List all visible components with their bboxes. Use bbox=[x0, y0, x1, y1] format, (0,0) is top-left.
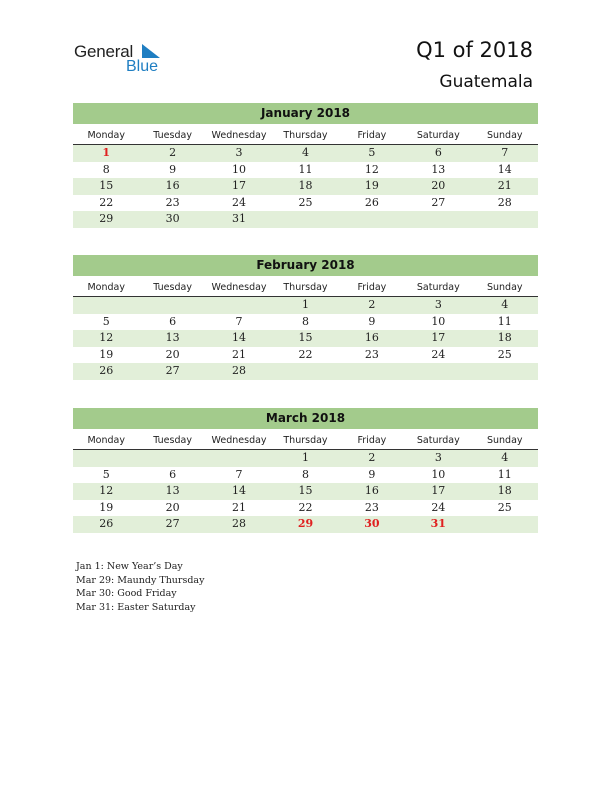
day-cell: 16 bbox=[165, 179, 180, 192]
day-cell: 8 bbox=[301, 314, 309, 328]
day-cell: 21 bbox=[232, 500, 247, 514]
logo-blue-text: Blue bbox=[126, 58, 159, 75]
day-cell: 3 bbox=[434, 298, 442, 311]
page-title: Q1 of 2018 bbox=[416, 38, 533, 62]
empty-day-cell bbox=[472, 211, 538, 228]
day-cell: 14 bbox=[232, 484, 247, 497]
day-cell: 5 bbox=[368, 146, 376, 159]
day-cell: 29 bbox=[99, 212, 114, 225]
day-cell: 10 bbox=[232, 162, 247, 176]
day-cell: 24 bbox=[232, 195, 247, 209]
day-cell: 30 bbox=[165, 212, 180, 225]
day-cell: 19 bbox=[364, 179, 379, 192]
weekday-label: Tuesday bbox=[153, 435, 192, 446]
day-cell: 23 bbox=[364, 347, 379, 361]
day-cell: 15 bbox=[298, 331, 313, 344]
weekday-label: Friday bbox=[357, 435, 387, 446]
week-row bbox=[73, 330, 538, 347]
day-cell: 22 bbox=[298, 347, 313, 361]
holiday-note: Mar 31: Easter Saturday bbox=[76, 601, 196, 613]
weekday-label: Friday bbox=[357, 282, 387, 293]
empty-day-cell bbox=[339, 363, 405, 380]
day-cell: 27 bbox=[431, 195, 446, 209]
weekday-label: Tuesday bbox=[153, 130, 192, 141]
weekday-header-row bbox=[73, 127, 538, 145]
day-cell: 8 bbox=[301, 467, 309, 481]
weekday-label: Monday bbox=[87, 130, 125, 141]
day-cell: 14 bbox=[497, 162, 512, 176]
day-cell: 18 bbox=[298, 179, 313, 192]
month-title: January 2018 bbox=[73, 103, 538, 124]
day-cell: 6 bbox=[169, 314, 177, 328]
day-cell: 20 bbox=[431, 179, 446, 192]
day-cell: 22 bbox=[298, 500, 313, 514]
day-cell: 8 bbox=[102, 162, 110, 176]
holiday-notes bbox=[76, 560, 204, 614]
holiday-note: Jan 1: New Year’s Day bbox=[76, 561, 183, 572]
day-cell: 27 bbox=[165, 517, 180, 530]
day-cell: 12 bbox=[99, 331, 114, 344]
week-row bbox=[73, 145, 538, 162]
day-cell: 26 bbox=[99, 517, 114, 530]
week-row bbox=[73, 297, 538, 314]
day-cell: 22 bbox=[99, 195, 114, 209]
day-cell: 1 bbox=[102, 146, 111, 159]
day-cell: 19 bbox=[99, 347, 114, 361]
day-cell: 1 bbox=[301, 451, 309, 464]
day-cell: 14 bbox=[232, 331, 247, 344]
weekday-label: Monday bbox=[87, 282, 125, 293]
weekday-label: Thursday bbox=[283, 130, 328, 141]
week-row bbox=[73, 314, 538, 331]
day-cell: 16 bbox=[364, 484, 379, 497]
weekday-header-row bbox=[73, 279, 538, 297]
day-cell: 9 bbox=[169, 162, 177, 176]
day-cell: 11 bbox=[497, 467, 512, 481]
month-calendar bbox=[73, 255, 538, 380]
day-cell: 9 bbox=[368, 314, 376, 328]
day-cell: 31 bbox=[430, 517, 446, 530]
day-cell: 13 bbox=[431, 162, 446, 176]
day-cell: 7 bbox=[235, 467, 243, 481]
holiday-note: Mar 30: Good Friday bbox=[76, 588, 177, 599]
day-cell: 25 bbox=[497, 347, 512, 361]
week-row bbox=[73, 467, 538, 484]
country-subtitle: Guatemala bbox=[439, 72, 533, 92]
day-cell: 23 bbox=[364, 500, 379, 514]
day-cell: 29 bbox=[297, 517, 314, 530]
weekday-label: Friday bbox=[357, 130, 387, 141]
day-cell: 25 bbox=[497, 500, 512, 514]
weekday-label: Monday bbox=[87, 435, 125, 446]
weekday-label: Thursday bbox=[283, 282, 328, 293]
day-cell: 4 bbox=[501, 298, 509, 311]
day-cell: 2 bbox=[368, 451, 376, 464]
day-cell: 15 bbox=[99, 179, 114, 192]
day-cell: 6 bbox=[169, 467, 177, 481]
week-row bbox=[73, 195, 538, 212]
weekday-label: Saturday bbox=[416, 130, 460, 141]
day-cell: 25 bbox=[298, 195, 313, 209]
day-cell: 18 bbox=[497, 331, 512, 344]
day-cell: 1 bbox=[301, 298, 309, 311]
day-cell: 24 bbox=[431, 347, 446, 361]
empty-day-cell bbox=[139, 297, 205, 314]
holiday-note: Mar 29: Maundy Thursday bbox=[76, 574, 205, 586]
day-cell: 17 bbox=[232, 179, 247, 192]
day-cell: 31 bbox=[232, 212, 247, 225]
day-cell: 10 bbox=[431, 467, 446, 481]
day-cell: 30 bbox=[364, 517, 380, 530]
week-row bbox=[73, 162, 538, 179]
day-cell: 17 bbox=[431, 331, 446, 344]
day-cell: 3 bbox=[235, 146, 243, 159]
day-cell: 15 bbox=[298, 484, 313, 497]
day-cell: 26 bbox=[364, 195, 379, 209]
month-title: March 2018 bbox=[73, 408, 538, 429]
logo bbox=[74, 42, 184, 78]
day-cell: 7 bbox=[235, 314, 243, 328]
day-cell: 12 bbox=[99, 484, 114, 497]
day-cell: 3 bbox=[434, 451, 442, 464]
day-cell: 16 bbox=[364, 331, 379, 344]
weekday-label: Wednesday bbox=[211, 130, 267, 141]
day-cell: 20 bbox=[165, 347, 180, 361]
day-cell: 5 bbox=[102, 314, 110, 328]
day-cell: 12 bbox=[364, 162, 379, 176]
weekday-label: Sunday bbox=[486, 435, 523, 446]
day-cell: 4 bbox=[501, 451, 509, 464]
week-row bbox=[73, 347, 538, 364]
week-row bbox=[73, 211, 538, 228]
day-cell: 18 bbox=[497, 484, 512, 497]
day-cell: 11 bbox=[497, 314, 512, 328]
empty-day-cell bbox=[405, 211, 471, 228]
week-row bbox=[73, 500, 538, 517]
week-row bbox=[73, 178, 538, 195]
weekday-label: Tuesday bbox=[153, 282, 192, 293]
day-cell: 13 bbox=[165, 331, 180, 344]
day-cell: 28 bbox=[232, 364, 247, 377]
empty-day-cell bbox=[472, 363, 538, 380]
day-cell: 5 bbox=[102, 467, 110, 481]
empty-day-cell bbox=[73, 297, 139, 314]
empty-day-cell bbox=[139, 450, 205, 467]
empty-day-cell bbox=[405, 363, 471, 380]
day-cell: 10 bbox=[431, 314, 446, 328]
day-cell: 21 bbox=[232, 347, 247, 361]
month-calendar bbox=[73, 408, 538, 533]
weekday-label: Wednesday bbox=[211, 435, 267, 446]
week-row bbox=[73, 516, 538, 533]
week-row bbox=[73, 483, 538, 500]
day-cell: 24 bbox=[431, 500, 446, 514]
weekday-label: Saturday bbox=[416, 282, 460, 293]
weekday-label: Thursday bbox=[283, 435, 328, 446]
week-row bbox=[73, 450, 538, 467]
day-cell: 28 bbox=[232, 517, 247, 530]
weekday-label: Sunday bbox=[486, 130, 523, 141]
empty-day-cell bbox=[73, 450, 139, 467]
day-cell: 27 bbox=[165, 364, 180, 377]
weekday-label: Wednesday bbox=[211, 282, 267, 293]
day-cell: 17 bbox=[431, 484, 446, 497]
empty-day-cell bbox=[272, 363, 338, 380]
week-row bbox=[73, 363, 538, 380]
month-title: February 2018 bbox=[73, 255, 538, 276]
day-cell: 2 bbox=[368, 298, 376, 311]
empty-day-cell bbox=[206, 297, 272, 314]
day-cell: 2 bbox=[169, 146, 177, 159]
day-cell: 4 bbox=[301, 146, 309, 159]
empty-day-cell bbox=[206, 450, 272, 467]
month-calendar bbox=[73, 103, 538, 228]
day-cell: 23 bbox=[165, 195, 180, 209]
empty-day-cell bbox=[472, 516, 538, 533]
day-cell: 11 bbox=[298, 162, 313, 176]
logo-general-text: General bbox=[74, 42, 134, 61]
day-cell: 20 bbox=[165, 500, 180, 514]
day-cell: 19 bbox=[99, 500, 114, 514]
day-cell: 6 bbox=[434, 146, 442, 159]
day-cell: 28 bbox=[497, 195, 512, 209]
day-cell: 21 bbox=[497, 179, 512, 192]
day-cell: 7 bbox=[501, 146, 509, 159]
weekday-label: Saturday bbox=[416, 435, 460, 446]
day-cell: 13 bbox=[165, 484, 180, 497]
day-cell: 9 bbox=[368, 467, 376, 481]
day-cell: 26 bbox=[99, 364, 114, 377]
weekday-label: Sunday bbox=[486, 282, 523, 293]
empty-day-cell bbox=[339, 211, 405, 228]
weekday-header-row bbox=[73, 432, 538, 450]
empty-day-cell bbox=[272, 211, 338, 228]
